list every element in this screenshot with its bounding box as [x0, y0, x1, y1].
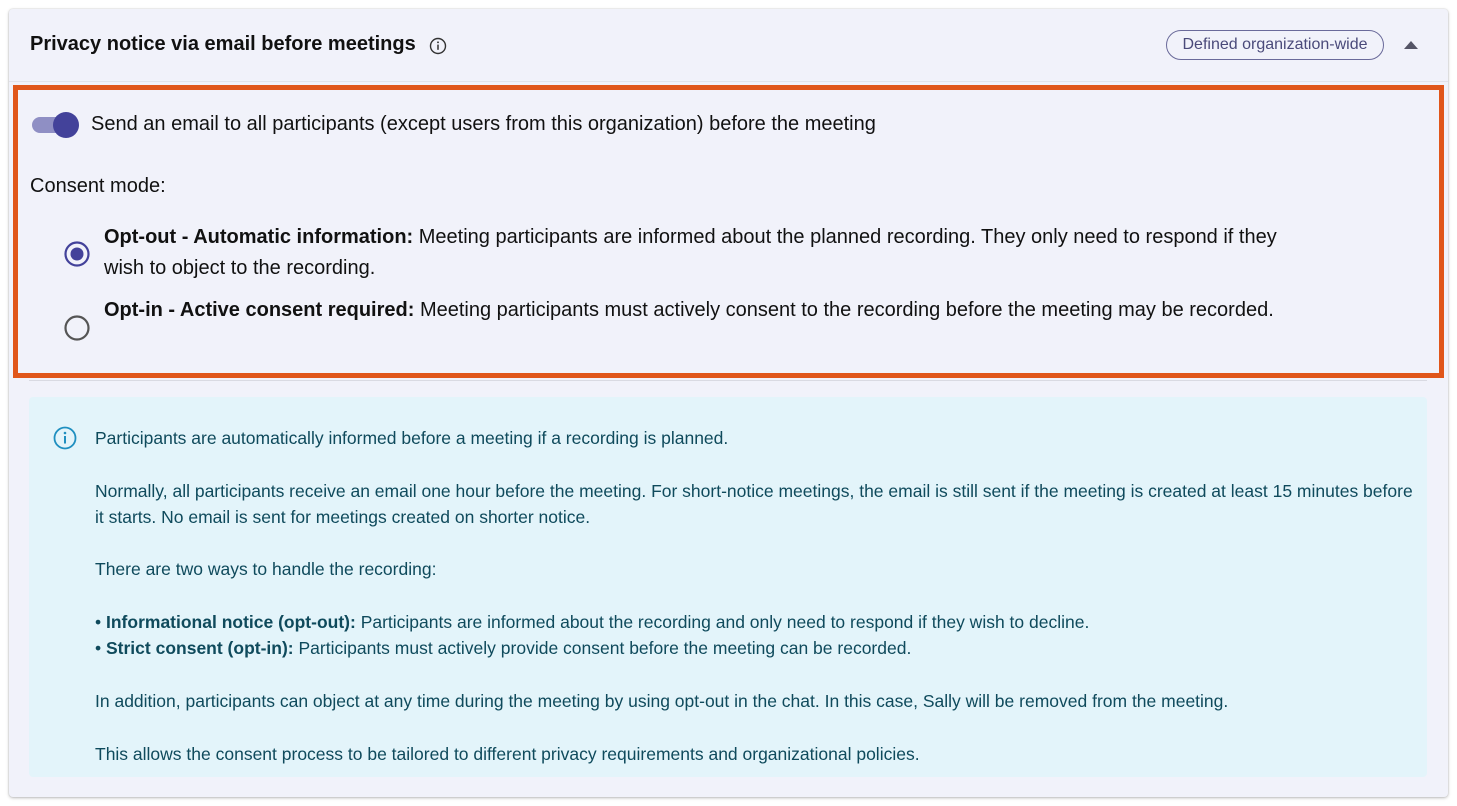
organization-wide-badge: Defined organization-wide — [1166, 30, 1384, 60]
consent-mode-label: Consent mode: — [30, 175, 166, 197]
info-paragraph: In addition, participants can object at any time during the meeting by using opt-out in the chat. In this case, Sally will be removed from the meeting. — [95, 690, 1229, 711]
opt-out-option-text[interactable] — [104, 222, 1304, 284]
opt-out-title: Opt-out - Automatic information: — [104, 226, 414, 248]
info-text — [95, 425, 1415, 767]
caret-up-icon[interactable] — [1402, 37, 1420, 53]
info-bullet-text: Participants are informed about the recording and only need to respond if they wish to decline. — [355, 612, 1090, 633]
info-paragraph: Normally, all participants receive an email one hour before the meeting. For short-notice meetings, the email is still sent if the meeting is created at least 15 minutes before it starts. No email is sent for meetings created on shorter notice. — [95, 480, 1413, 527]
info-bullet: • Informational notice (opt-out): Participants are informed about the recording and only need to respond if they wish to decline. — [95, 612, 1090, 633]
info-paragraph: Participants are automatically informed before a meeting if a recording is planned. — [95, 428, 729, 448]
section-header[interactable] — [9, 9, 1448, 82]
radio-opt-out[interactable] — [64, 241, 90, 267]
email-toggle-label: Send an email to all participants (except users from this organization) before the meeting — [91, 113, 876, 135]
info-circle-icon — [53, 426, 77, 450]
opt-in-description: Meeting participants must actively consent to the recording before the meeting may be recorded. — [414, 299, 1274, 321]
section-divider — [29, 380, 1427, 381]
info-paragraph: This allows the consent process to be tailored to different privacy requirements and organizational policies. — [95, 743, 920, 764]
section-title: Privacy notice via email before meetings — [30, 33, 416, 55]
info-bullet: • Strict consent (opt-in): Participants must actively provide consent before the meeting can be recorded. — [95, 638, 912, 659]
email-toggle-switch[interactable] — [30, 111, 82, 139]
info-bullet-text: Participants must actively provide consent before the meeting can be recorded. — [293, 638, 912, 659]
opt-in-option-text[interactable] — [104, 295, 1304, 326]
info-circle-icon[interactable] — [429, 37, 447, 55]
opt-in-title: Opt-in - Active consent required: — [104, 299, 415, 321]
privacy-notice-card — [9, 9, 1448, 797]
info-bullet-label: Strict consent (opt-in): — [106, 638, 294, 659]
toggle-knob — [53, 112, 79, 138]
info-box — [29, 397, 1427, 777]
info-paragraph: There are two ways to handle the recording: — [95, 559, 437, 580]
radio-opt-in[interactable] — [64, 315, 90, 341]
opt-out-description: Meeting participants are informed about the planned recording. They only need to respond if they wish to object to the recording. — [104, 226, 1277, 279]
info-bullet-label: Informational notice (opt-out): — [106, 612, 356, 633]
